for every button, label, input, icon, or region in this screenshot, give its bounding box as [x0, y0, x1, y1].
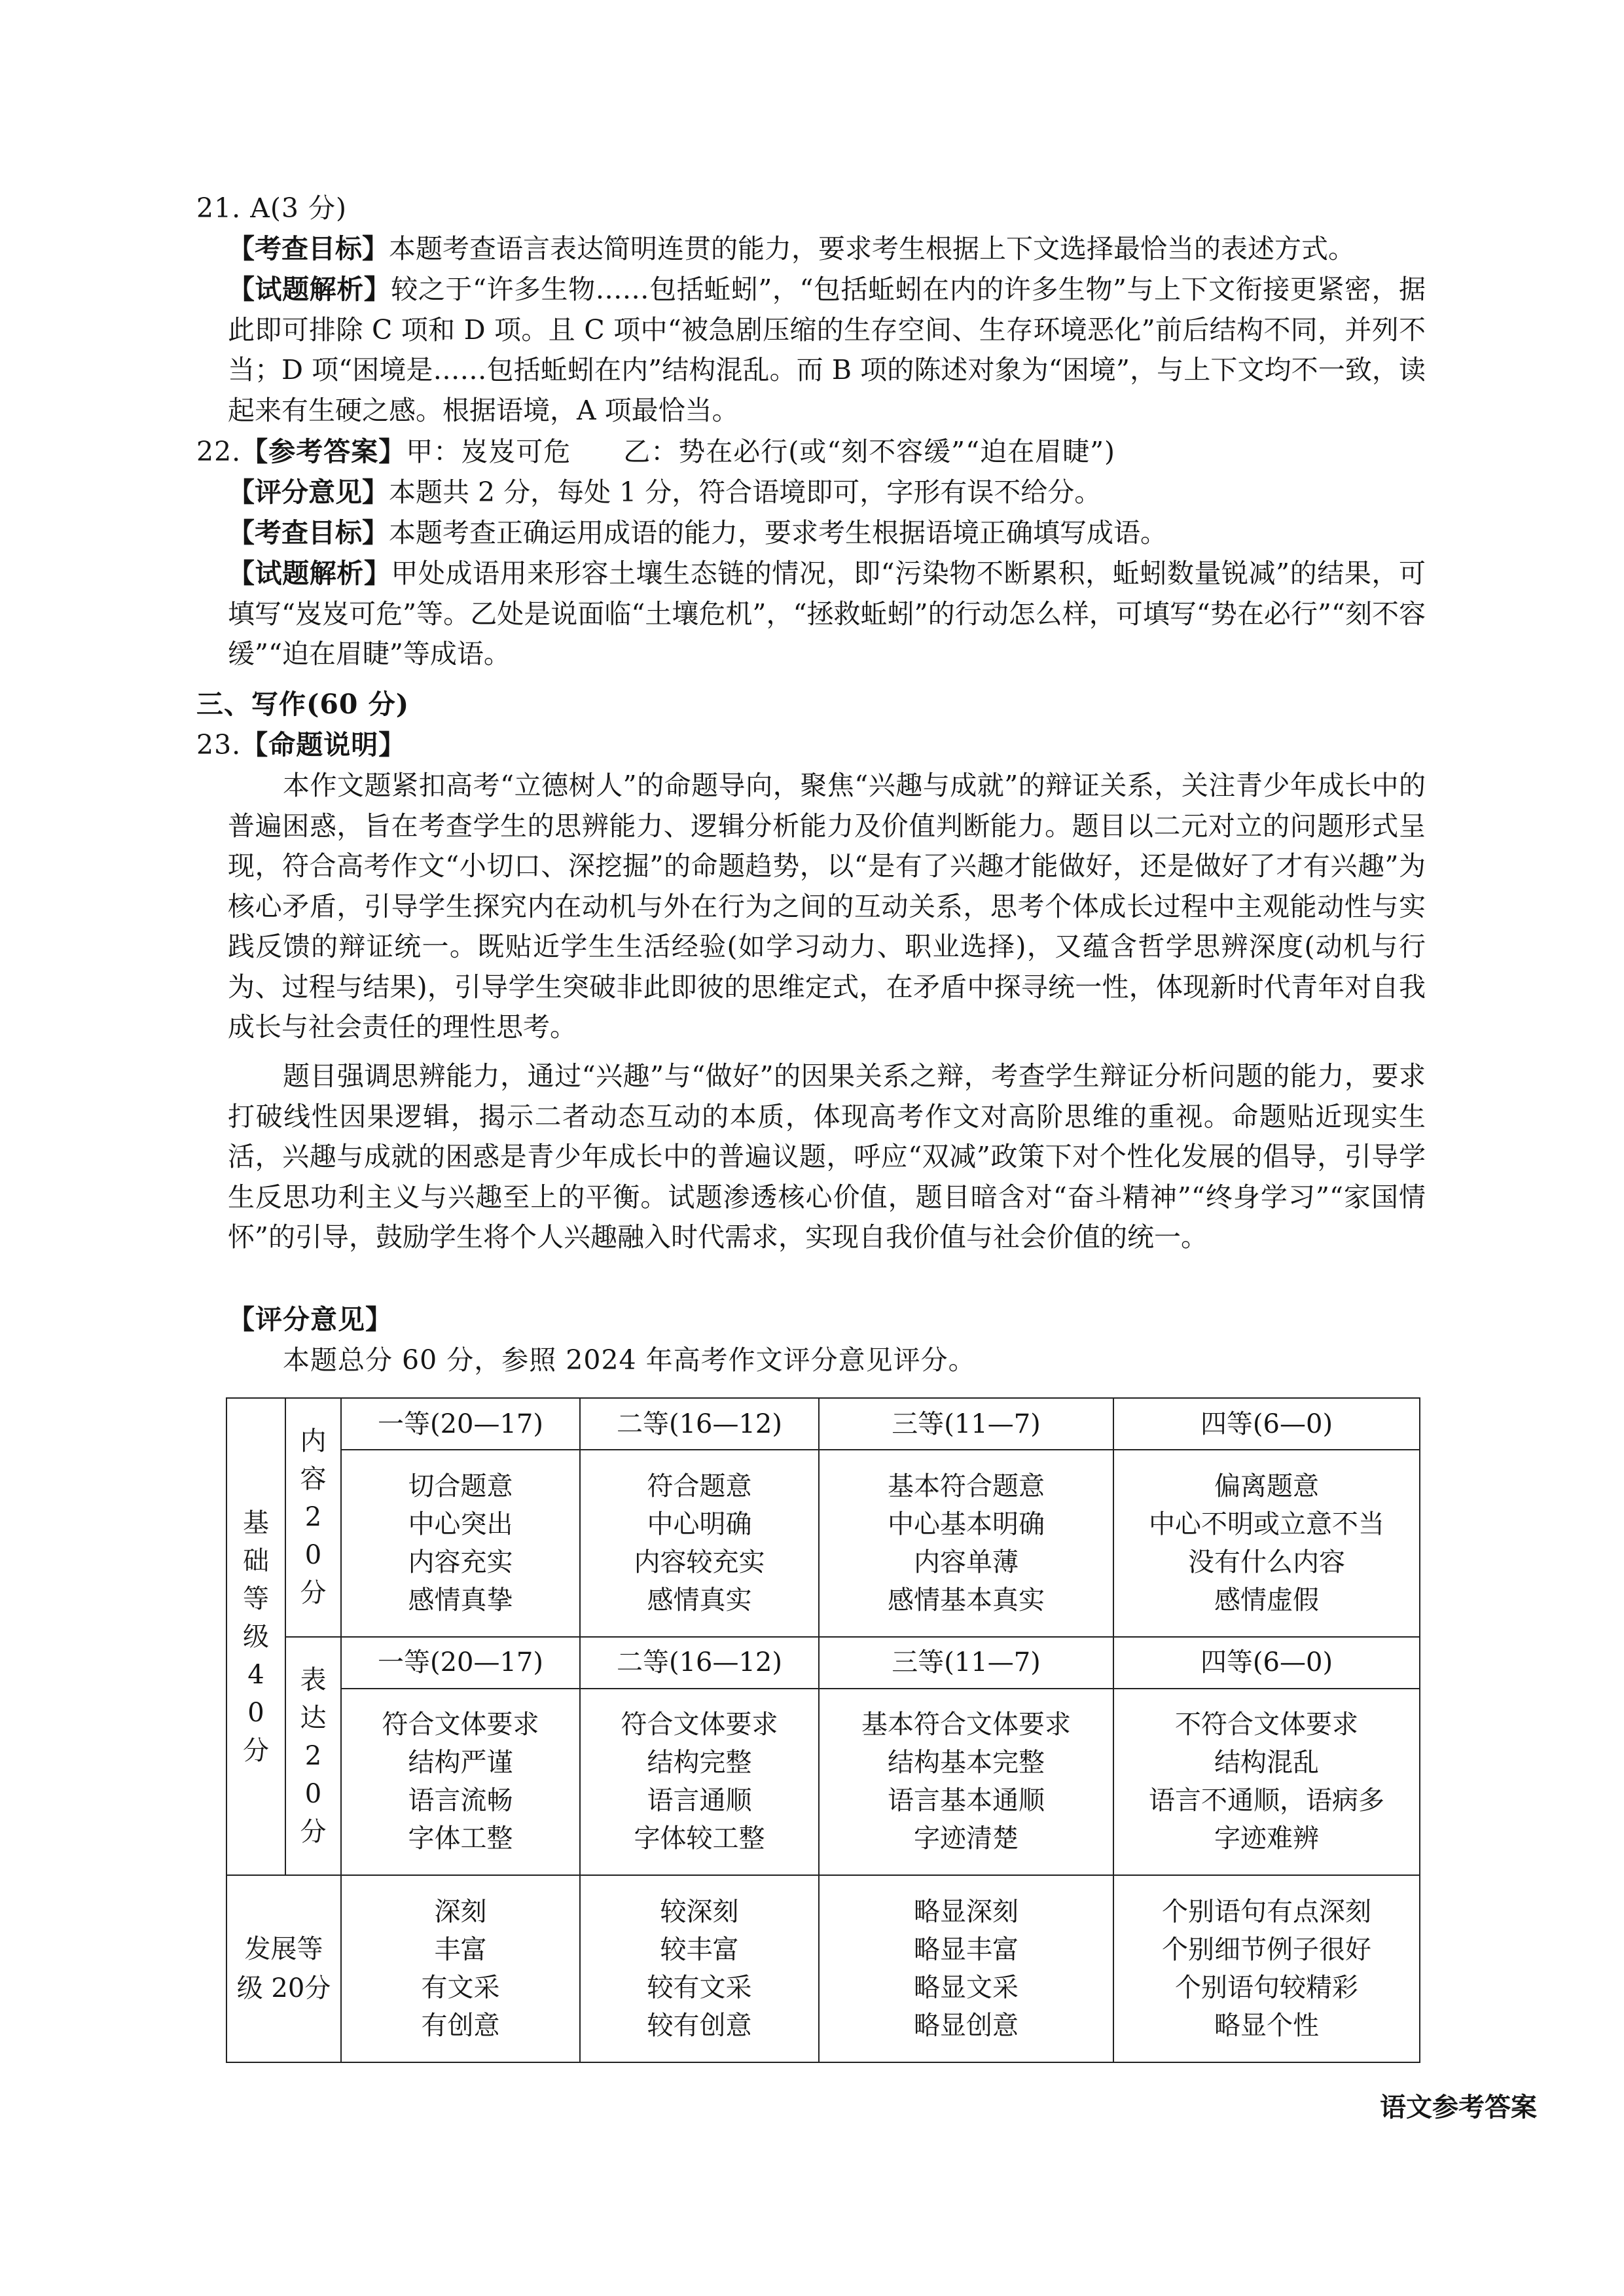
q21-analysis-label: 【试题解析】 [228, 274, 391, 305]
criterion: 较有创意 [647, 2011, 752, 2041]
criterion: 符合文体要求 [621, 1710, 778, 1740]
criterion: 不符合文体要求 [1175, 1710, 1358, 1740]
q22-target-label: 【考查目标】 [228, 517, 389, 548]
q23-paragraph-1: 本作文题紧扣高考“立德树人”的命题导向，聚焦“兴趣与成就”的辩证关系，关注青少年成长中的普遍困惑，旨在考查学生的思辨能力、逻辑分析能力及价值判断能力。题目以二元对立的问题形式呈现，符合高考作文“小切口、深挖掘”的命题趋势，以“是有了兴趣才能做好，还是做好了才有兴趣”为核心矛盾，引导学生探究内在动机与外在行为之间的互动关系，思考个体成长过程中主观能动性与实践反馈的辩证统一。既贴近学生生活经验(如学习动力、职业选择)，又蕴含哲学思辨深度(动机与行为、过程与结果)，引导学生突破非此即彼的思维定式，在矛盾中探寻统一性，体现新时代青年对自我成长与社会责任的理性思考。 [228, 770, 1426, 1043]
q23-scoring-text: 本题总分 60 分，参照 2024 年高考作文评分意见评分。 [283, 1344, 976, 1376]
basic-level-label-cell [226, 1398, 285, 1875]
criterion: 结构严谨 [408, 1748, 513, 1778]
page-footer-label: 语文参考答案 [1380, 2092, 1537, 2123]
criterion: 中心基本明确 [888, 1509, 1045, 1539]
development-criteria-cell [819, 1875, 1113, 2062]
expression-criteria-cell [580, 1689, 819, 1876]
expression-label-cell [285, 1637, 341, 1876]
criterion: 字体工整 [408, 1823, 513, 1854]
q23-scoring-label: 【评分意见】 [228, 1304, 393, 1335]
criterion: 个别语句较精彩 [1175, 1973, 1358, 2003]
q23-intro-label: 【命题说明】 [241, 729, 406, 761]
grade-header: 二等(16—12) [580, 1398, 819, 1450]
criterion: 偏离题意 [1214, 1471, 1319, 1501]
q22-analysis [228, 554, 1426, 675]
q23-intro-heading [196, 725, 406, 764]
grade-header: 二等(16—12) [580, 1637, 819, 1689]
development-label: 发展等级 20分 [236, 1934, 331, 2004]
criterion: 个别语句有点深刻 [1162, 1897, 1371, 1928]
content-grade-header-row [226, 1398, 1420, 1450]
content-criteria-row [226, 1450, 1420, 1637]
content-criteria-cell [1113, 1450, 1420, 1637]
criterion: 符合题意 [647, 1471, 752, 1501]
criterion: 感情真实 [647, 1585, 752, 1615]
content-criteria-cell [580, 1450, 819, 1637]
q22-scoring-text: 本题共 2 分，每处 1 分，符合语境即可，字形有误不给分。 [389, 476, 1102, 508]
criterion: 语言流畅 [408, 1785, 513, 1816]
criterion: 字迹难辨 [1214, 1823, 1319, 1854]
q22-answer-jia: 甲：岌岌可危 [406, 436, 571, 467]
criterion: 略显深刻 [914, 1897, 1019, 1928]
criterion: 深刻 [434, 1897, 487, 1928]
grade-header: 三等(11—7) [819, 1398, 1113, 1450]
expression-criteria-row [226, 1689, 1420, 1876]
grade-header: 一等(20—17) [341, 1637, 580, 1689]
criterion: 语言基本通顺 [888, 1785, 1045, 1816]
criterion: 略显创意 [914, 2011, 1019, 2041]
basic-level-label: 基础等级40分 [243, 1507, 269, 1766]
content-criteria-cell [341, 1450, 580, 1637]
q21-header: 21. A(3 分) [196, 192, 347, 224]
q22-scoring-label: 【评分意见】 [228, 476, 389, 508]
criterion: 中心明确 [647, 1509, 752, 1539]
criterion: 有创意 [421, 2011, 500, 2041]
criterion: 基本符合题意 [888, 1471, 1045, 1501]
criterion: 符合文体要求 [382, 1710, 539, 1740]
criterion: 中心不明或立意不当 [1149, 1509, 1384, 1539]
q22-number: 22. [196, 436, 242, 467]
q21-target [228, 229, 1426, 270]
criterion: 有文采 [421, 1973, 500, 2003]
development-criteria-cell [341, 1875, 580, 2062]
criterion: 内容单薄 [914, 1547, 1019, 1577]
development-criteria-row [226, 1875, 1420, 2062]
q22-analysis-text: 甲处成语用来形容土壤生态链的情况，即“污染物不断累积，蚯蚓数量锐减”的结果，可填写“岌岌可危”等。乙处是说面临“土壤危机”，“拯救蚯蚓”的行动怎么样，可填写“势在必行”“刻不容缓”“迫在眉睫”等成语。 [228, 558, 1426, 670]
criterion: 较丰富 [660, 1935, 739, 1965]
q21-target-label: 【考查目标】 [228, 233, 389, 264]
criterion: 结构混乱 [1214, 1748, 1319, 1778]
criterion: 语言不通顺，语病多 [1149, 1785, 1384, 1816]
expression-grade-header-row [226, 1637, 1420, 1689]
criterion: 切合题意 [408, 1471, 513, 1501]
criterion: 内容充实 [408, 1547, 513, 1577]
q21-target-text: 本题考查语言表达简明连贯的能力，要求考生根据上下文选择最恰当的表述方式。 [389, 233, 1355, 264]
criterion: 略显个性 [1214, 2011, 1319, 2041]
development-criteria-cell [1113, 1875, 1420, 2062]
q22-answer-yi: 乙：势在必行(或“刻不容缓”“迫在眉睫”) [623, 436, 1116, 467]
q22-answer [196, 432, 1115, 471]
content-label: 内容20分 [300, 1426, 327, 1609]
criterion: 较有文采 [647, 1973, 752, 2003]
q22-target-text: 本题考查正确运用成语的能力，要求考生根据语境正确填写成语。 [389, 517, 1167, 548]
criterion: 感情真挚 [408, 1585, 513, 1615]
q23-paragraph-2: 题目强调思辨能力，通过“兴趣”与“做好”的因果关系之辩，考查学生辩证分析问题的能力，要求打破线性因果逻辑，揭示二者动态互动的本质，体现高考作文对高阶思维的重视。命题贴近现实生活，兴趣与成就的困惑是青少年成长中的普遍议题，呼应“双减”政策下对个性化发展的倡导，引导学生反思功利主义与兴趣至上的平衡。试题渗透核心价值，题目暗含对“奋斗精神”“终身学习”“家国情怀”的引导，鼓励学生将个人兴趣融入时代需求，实现自我价值与社会价值的统一。 [228, 1060, 1426, 1253]
grade-header: 四等(6—0) [1113, 1398, 1420, 1450]
q22-target [228, 513, 1426, 554]
q22-analysis-label: 【试题解析】 [228, 558, 391, 589]
criterion: 结构完整 [647, 1748, 752, 1778]
grade-header: 四等(6—0) [1113, 1637, 1420, 1689]
criterion: 字迹清楚 [914, 1823, 1019, 1854]
criterion: 感情虚假 [1214, 1585, 1319, 1615]
q22-answer-label: 【参考答案】 [241, 436, 406, 467]
criterion: 语言通顺 [647, 1785, 752, 1816]
criterion: 没有什么内容 [1188, 1547, 1345, 1577]
content-criteria-cell [819, 1450, 1113, 1637]
q23-number: 23. [196, 729, 242, 761]
criterion: 内容较充实 [634, 1547, 765, 1577]
q21-analysis-text: 较之于“许多生物……包括蚯蚓”，“包括蚯蚓在内的许多生物”与上下文衔接更紧密，据此即可排除 C 项和 D 项。且 C 项中“被急剧压缩的生存空间、生存环境恶化”前后结构不同，并列不当；D 项“困境是……包括蚯蚓在内”结构混乱。而 B 项的陈述对象为“困境”，与上下文均不一致，读起来有生硬之感。根据语境，A 项最恰当。 [228, 274, 1426, 426]
criterion: 较深刻 [660, 1897, 739, 1928]
criterion: 中心突出 [408, 1509, 513, 1539]
expression-criteria-cell [341, 1689, 580, 1876]
grade-header: 三等(11—7) [819, 1637, 1113, 1689]
q21-analysis [228, 270, 1426, 431]
development-criteria-cell [580, 1875, 819, 2062]
criterion: 个别细节例子很好 [1162, 1935, 1371, 1965]
content-label-cell [285, 1398, 341, 1637]
grade-header: 一等(20—17) [341, 1398, 580, 1450]
criterion: 丰富 [434, 1935, 487, 1965]
expression-criteria-cell [1113, 1689, 1420, 1876]
criterion: 基本符合文体要求 [861, 1710, 1071, 1740]
criterion: 字体较工整 [634, 1823, 765, 1854]
criterion: 结构基本完整 [888, 1748, 1045, 1778]
criterion: 略显文采 [914, 1973, 1019, 2003]
section-title-writing: 三、写作(60 分) [196, 689, 410, 720]
expression-criteria-cell [819, 1689, 1113, 1876]
development-label-cell [226, 1875, 341, 2062]
criterion: 略显丰富 [914, 1935, 1019, 1965]
criterion: 感情基本真实 [888, 1585, 1045, 1615]
q22-scoring [228, 473, 1426, 513]
expression-label: 表达20分 [300, 1664, 327, 1847]
essay-grading-table [226, 1397, 1420, 2063]
